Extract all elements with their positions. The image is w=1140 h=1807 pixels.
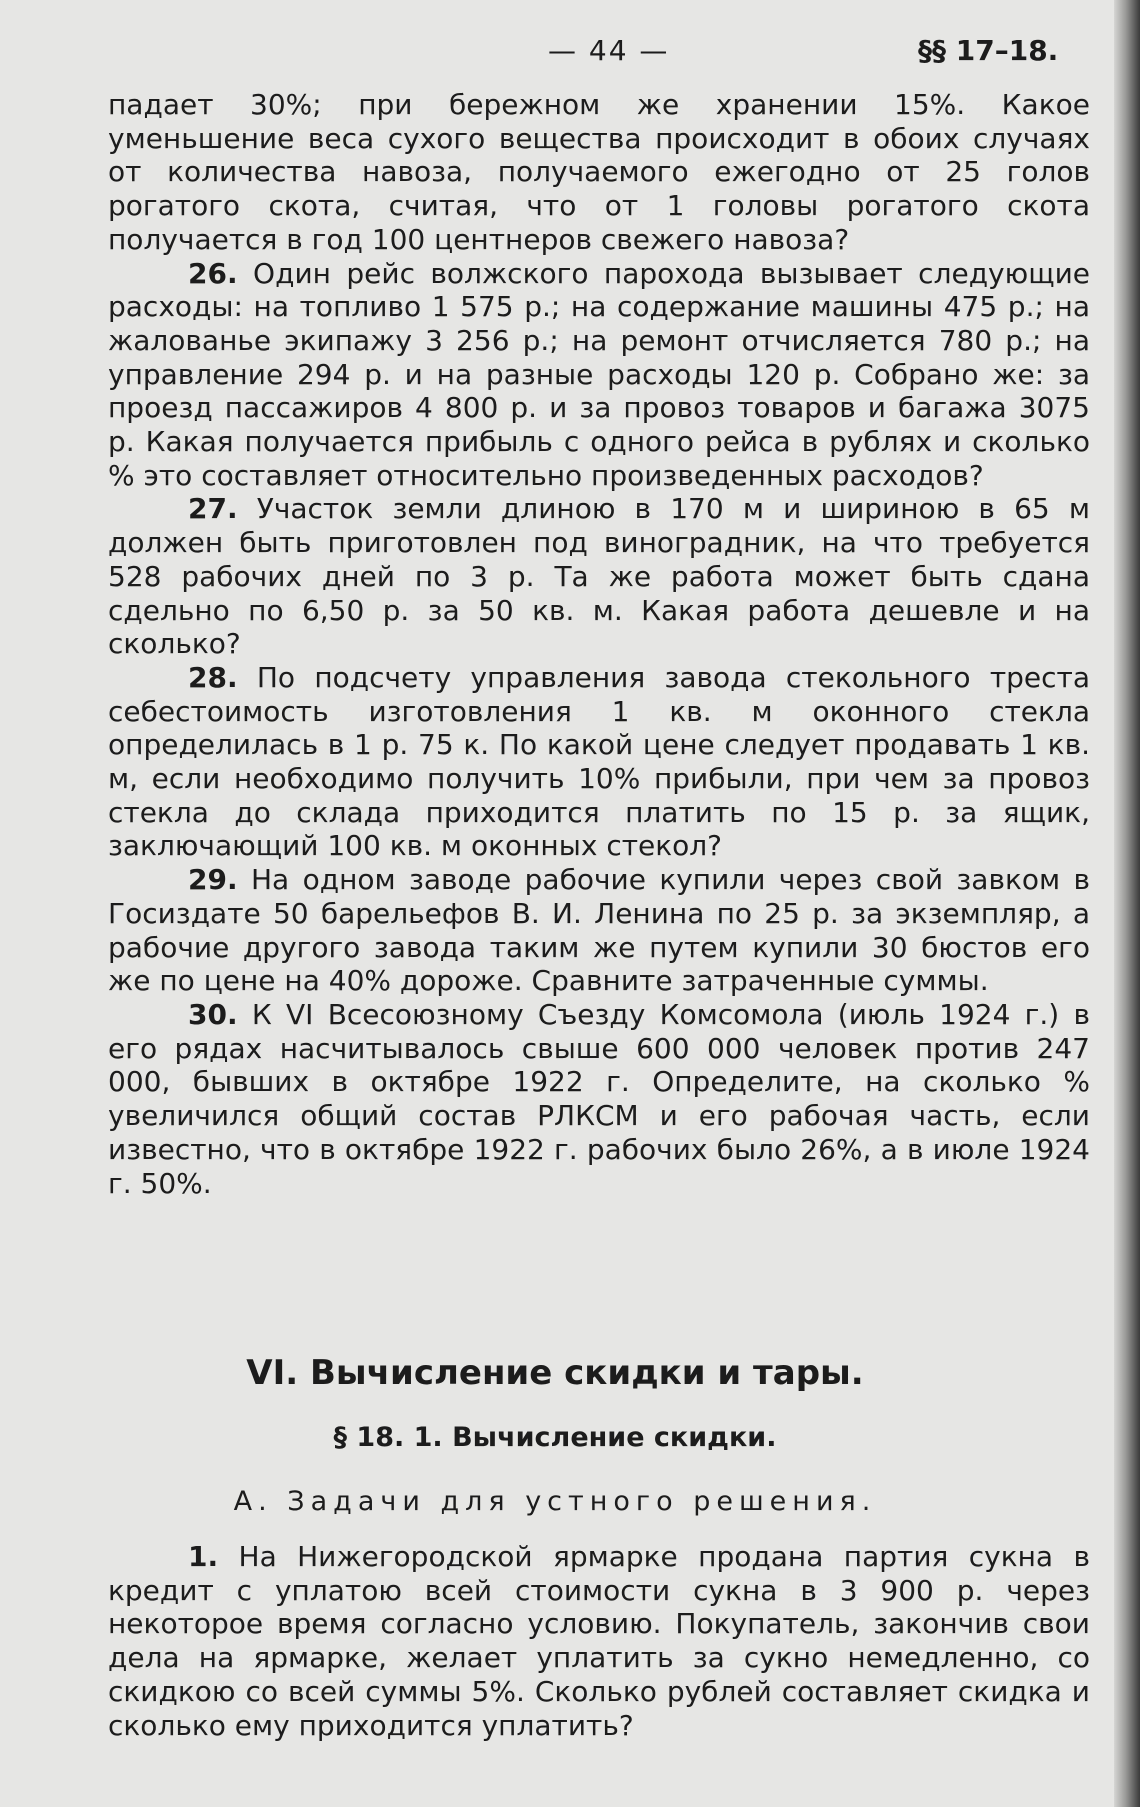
- problem-28: [108, 661, 1090, 863]
- problem-26: [108, 257, 1090, 493]
- problem-text: Участок земли длиною в 170 м и шириною в 65 м должен быть приготовлен под виноградник, на что требуется 528 рабочих дней по 3 р. Та же работа может быть сдана сдельно по 6,50 р. за 50 кв. м. Какая работа дешевле и на сколько?: [108, 492, 1090, 661]
- problem-text: По подсчету управления завода стекольного треста себестоимость изготовления 1 кв. м оконного стекла определилась в 1 р. 75 к. По какой цене следует продавать 1 кв. м, если необходимо получить 10% прибыли, при чем за провоз стекла до склада приходится платить по 15 р. за ящик, заключающий 100 кв. м оконных стекол?: [108, 660, 1090, 863]
- problem-number: 27.: [188, 492, 238, 526]
- problem-29: [108, 863, 1090, 998]
- page-number: — 44 —: [548, 34, 670, 67]
- problem-text: На одном заводе рабочие купили через свой завком в Госиздате 50 барельефов В. И. Ленина по 25 р. за экземпляр, а рабочие другого завода таким же путем купили 30 бюстов его же по цене на 40% дороже. Сравните затраченные суммы.: [108, 863, 1090, 998]
- page-header: [0, 34, 1110, 74]
- subsection-title: А. Задачи для устного решения.: [233, 1486, 877, 1517]
- problem-27: [108, 492, 1090, 661]
- problem-number: 26.: [188, 256, 238, 290]
- page-edge-shadow: [1114, 0, 1140, 1807]
- oral-problem-1: [108, 1540, 1090, 1742]
- problem-text: На Нижегородской ярмарке продана партия сукна в кредит с уплатою всей стоимости сукна в 3 900 р. через некоторое время согласно условию. Покупатель, закончив свои дела на ярмарке, желает уплатить за сукно немедленно, со скидкою со всей суммы 5%. Сколько рублей составляет скидка и сколько ему приходится уплатить?: [108, 1540, 1090, 1742]
- chapter-title: VI. Вычисление скидки и тары.: [246, 1353, 864, 1393]
- oral-problems-block: [108, 1540, 1090, 1742]
- continuation-paragraph: падает 30%; при бережном же хранении 15%. Какое уменьшение веса сухого вещества происходит в обоих случаях от количества навоза, получаемого ежегодно от 25 голов рогатого скота, считая, что от 1 головы рогатого скота получается в год 100 центнеров свежего навоза?: [108, 88, 1090, 256]
- problem-text: Один рейс волжского парохода вызывает следующие расходы: на топливо 1 575 р.; на содержание машины 475 р.; на жалованье экипажу 3 256 р.; на ремонт отчисляется 780 р.; на управление 294 р. и на разные расходы 120 р. Собрано же: за проезд пассажиров 4 800 р. и за провоз товаров и багажа 3075 р. Какая получается прибыль с одного рейса в рублях и сколько % это составляет относительно произведенных расходов?: [108, 256, 1090, 492]
- problem-number: 29.: [188, 863, 238, 897]
- problem-number: 30.: [188, 997, 238, 1031]
- problem-number: 28.: [188, 660, 238, 694]
- paragraph-title: § 18. 1. Вычисление скидки.: [333, 1422, 777, 1453]
- section-reference: §§ 17–18.: [918, 34, 1059, 67]
- problem-text: К VI Всесоюзному Съезду Комсомола (июль 1924 г.) в его рядах насчитывалось свыше 600 000 человек против 247 000, бывших в октябре 1922 г. Определите, на сколько % увеличился общий состав РЛКСМ и его рабочая часть, если известно, что в октябре 1922 г. рабочих было 26%, а в июле 1924 г. 50%.: [108, 997, 1090, 1200]
- problem-number: 1.: [188, 1540, 219, 1573]
- problem-30: [108, 998, 1090, 1200]
- main-text-block: [108, 88, 1090, 1200]
